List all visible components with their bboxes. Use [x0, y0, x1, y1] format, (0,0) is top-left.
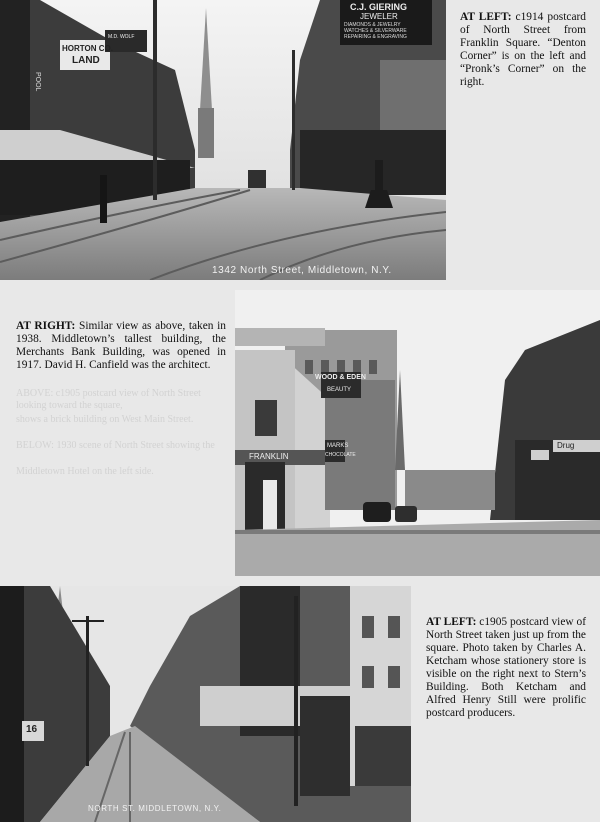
sign-giering: C.J. GIERING [350, 2, 408, 12]
photo-north-street-1905 [0, 586, 411, 822]
sign-beauty: BEAUTY [327, 387, 352, 393]
sign-chocolate: CHOCOLATE [325, 452, 356, 458]
sign-watches: WATCHES & SILVERWARE [344, 28, 407, 34]
sign-horton: HORTON CO. [62, 44, 113, 53]
sign-diamonds: DIAMONDS & JEWELRY [344, 22, 401, 28]
sign-pool: POOL [34, 72, 41, 92]
bleed-through-line-2: shows a brick building on West Main Street. [16, 414, 194, 425]
caption-middle-lead: AT RIGHT: [16, 320, 76, 332]
sign-sixteen: 16 [26, 724, 38, 735]
postcard-imprint-1914: 1342 North Street, Middletown, N.Y. [212, 265, 392, 276]
sign-franklin: FRANKLIN [249, 452, 289, 461]
sign-land: LAND [72, 55, 100, 66]
caption-top-body: c1914 postcard of North Street from Franklin Square. “Denton Corner” is on the left and “Pronk’s Corner” on the right. [460, 11, 586, 88]
sign-wolf: M.D. WOLF [108, 34, 135, 40]
bleed-through-line-1: ABOVE: c1905 postcard view of North Street looking toward the square, [16, 388, 201, 411]
caption-top-lead: AT LEFT: [460, 11, 512, 23]
sign-wood-eden: WOOD & EDEN [315, 374, 366, 381]
caption-top [460, 11, 586, 89]
caption-middle-body: Similar view as above, taken in 1938. Middletown’s tallest building, the Merchants Bank Building, was opened in 1917. David H. Canfield was the architect. [16, 320, 227, 371]
caption-bottom-lead: AT LEFT: [426, 616, 477, 628]
postcard-imprint-1905: NORTH ST. MIDDLETOWN, N.Y. [88, 804, 222, 813]
caption-bottom [426, 616, 586, 720]
sign-jeweler: JEWELER [360, 12, 398, 21]
photo-north-street-1914 [0, 0, 446, 280]
bleed-through-line-3: BELOW: 1930 scene of North Street showing the [16, 440, 215, 451]
sign-repairing: REPAIRING & ENGRAVING [344, 34, 407, 40]
bleed-through-line-4: Middletown Hotel on the left side. [16, 466, 154, 477]
sign-drug: Drug [557, 441, 575, 450]
caption-bottom-body: c1905 postcard view of North Street taken just up from the square. Photo taken by Charles A. Ketcham whose stationery store is visible on the right next to Stern’s Building. Both Ketcham and Alfred Henry Still were prolific postcard producers. [426, 616, 586, 719]
photo-north-street-1938 [235, 290, 600, 576]
caption-middle [16, 320, 226, 372]
sign-marks: MARKS [327, 443, 349, 449]
